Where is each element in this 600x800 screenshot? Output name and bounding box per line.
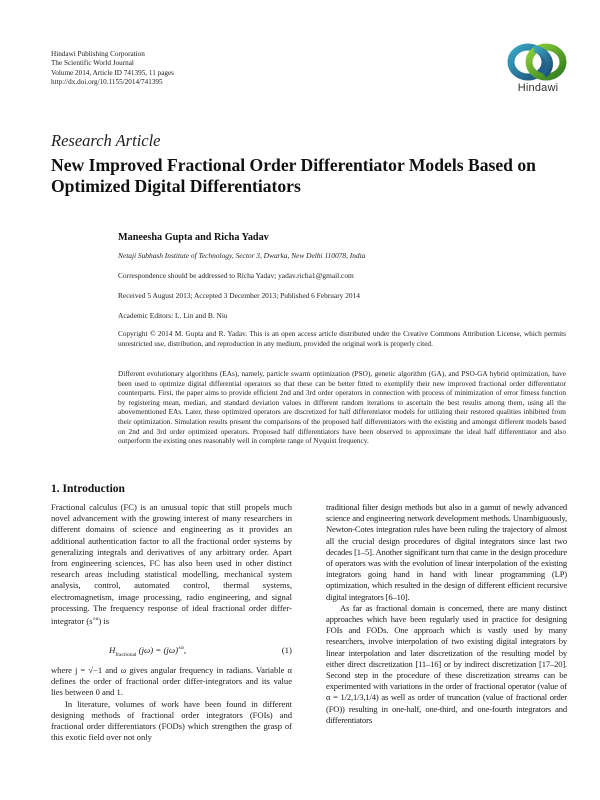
page-title: New Improved Fractional Order Differentiator Models Based on Optimized Digital Differentiators: [51, 155, 536, 196]
journal-name: The Scientific World Journal: [51, 59, 134, 68]
copyright-notice: Copyright © 2014 M. Gupta and R. Yadav. This is an open access article distributed under the Creative Commons Attribution License, which permits unrestricted use, distribution, and reproduction in any medium, provided the original work is properly cited.: [118, 329, 566, 348]
intro-right-paragraph-2: As far as fractional domain is concerned, there are many distinct approaches which have been regularly used in practice for designing FOIs and FODs. One approach which is vastly used by many researchers, involve interpolation of two existing digital integrators by linear interpolation and later discretization of the resulting model by either direct discretization [11–16] or by indirect discretization [17–20]. Second step in the procedure of these discretization streams can be experimented with variations in the order of fractional operator (value of α = 1/2,1/3,1/4) as well as order of truncation (value of fractional order (FO)) resulting in one-half, one-third, and one-fourth integrators and differentiators: [326, 602, 567, 725]
equation-tail: ,: [183, 645, 187, 655]
academic-editors: Academic Editors: L. Lin and B. Niu: [118, 311, 228, 320]
equation-rhs: (jω) = (jω): [138, 645, 179, 655]
hindawi-logo: [500, 42, 570, 100]
doi-link[interactable]: http://dx.doi.org/10.1155/2014/741395: [51, 78, 163, 87]
intro-paragraph-2: where j = √−1 and ω gives angular frequency in radians. Variable α defines the order of fractional order differ-integrators and its value lies between 0 and 1.: [51, 665, 292, 698]
correspondence: Correspondence should be addressed to Richa Yadav; yadav.richa1@gmail.com: [118, 271, 354, 280]
intro-paragraph-1-end: ) is: [98, 615, 110, 626]
publisher-name: Hindawi Publishing Corporation: [51, 50, 145, 58]
publication-dates: Received 5 August 2013; Accepted 3 December 2013; Published 6 February 2014: [118, 291, 360, 300]
equation-number: (1): [281, 645, 292, 655]
interlocking-rings-icon: [504, 42, 570, 82]
intro-paragraph-3: In literature, volumes of work have been found in different designing methods of fractional order integrators (FOIs) and fractional order differentiators (FODs) which strengthen the grasp of this exotic field over not only: [51, 698, 292, 743]
intro-paragraph-1: [51, 502, 292, 627]
journal-header: [51, 50, 174, 88]
intro-left-continued: [51, 665, 292, 743]
authors: Maneesha Gupta and Richa Yadav: [118, 232, 269, 243]
logo-text: Hindawi: [517, 82, 559, 94]
section-heading-introduction: 1. Introduction: [51, 483, 125, 495]
equation-subscript: fractional: [115, 651, 137, 658]
abstract: Different evolutionary algorithms (EAs), namely, particle swarm optimization (PSO), genetic algorithm (GA), and PSO-GA hybrid optimization, have been used to optimize digital differential operators so that these can be better fitted to exemplify their new improved fractional order differentiator counterparts. First, the paper aims to provide efficient 2nd and 3rd order operators in connection with process of minimization of error fitness function by registering mean, median, and standard deviation values in different random iterations to ascertain the best results among them, using all the abovementioned EAs. Later, these optimized operators are discretized for half differentiator models for utilizing their restored qualities inhibited from their optimization. Simulation results present the comparisons of the proposed half differentiators with the existing and amongst different models based on 2nd and 3rd order optimized operators. Proposed half differentiators have been observed to approximate the ideal half differentiator and also outperform the existing ones reasonably well in complete range of Nyquist frequency.: [118, 369, 566, 446]
equation-lhs: H: [109, 645, 116, 655]
equation-body: [109, 645, 186, 658]
equation-1: [51, 645, 292, 659]
alpha-superscript: ±α: [92, 616, 99, 623]
intro-right-paragraph-1: traditional filter design methods but also in a gamut of newly advanced science and engineering network development methods. Unambiguously, Newton-Cotes integration rules have been ruling the trajectory of almost all the crucial design procedures of digital integrators since last two decades [1–5]. Another significant turn that came in the design procedure of operators was with the evolution of linear interpolation of the existing integrators going hand in hand with linear programming (LP) optimization, which resulted in the design of different efficient recursive digital integrators [6–10].: [326, 502, 567, 602]
volume-info: Volume 2014, Article ID 741395, 11 pages: [51, 68, 174, 77]
affiliation: Netaji Subhash Institute of Technology, Sector 3, Dwarka, New Delhi 110078, India: [118, 251, 366, 260]
intro-right-column: [326, 502, 567, 726]
intro-paragraph-1-text: Fractional calculus (FC) is an unusual topic that still propels much novel advancement with the growing interest of many researchers in different domains of science and engineering as it provides an additional authentication factor to all the fractional order systems by generalizing integrals and derivatives of any arbitrary order. Apart from engineering sciences, FC has also been used in other distinct research areas including statistical modelling, mechanical system analysis, control, automated control, thermal systems, electromagnetism, image processing, radio engineering, and signal processing. The frequency response of ideal fractional order differ-integrator (s: [51, 502, 292, 626]
article-type: Research Article: [51, 131, 161, 150]
equation-superscript: ±α: [178, 645, 184, 652]
